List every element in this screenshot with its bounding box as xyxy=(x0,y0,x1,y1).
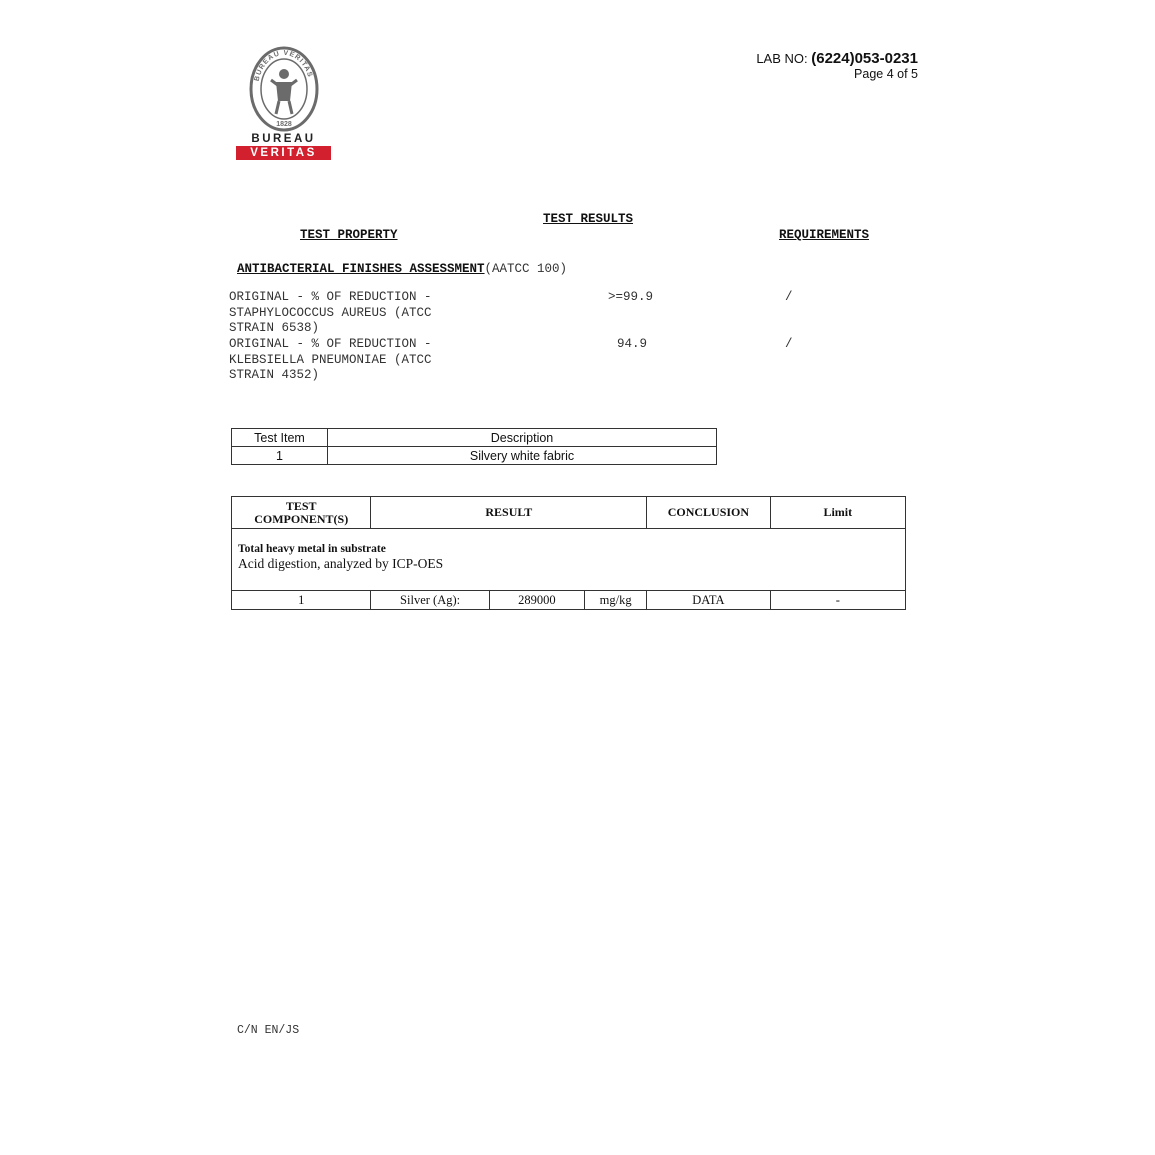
table-cell: DATA xyxy=(647,591,770,610)
assessment-method: (AATCC 100) xyxy=(484,262,568,276)
logo-band-top: BUREAU xyxy=(236,132,331,146)
lab-number-label: LAB NO: xyxy=(756,51,808,66)
assessment-requirement: / xyxy=(785,337,793,351)
table-row xyxy=(232,447,717,465)
section-row xyxy=(232,529,906,591)
bureau-veritas-seal-icon xyxy=(249,46,319,132)
section-method: Acid digestion, analyzed by ICP-OES xyxy=(238,556,444,571)
table-cell: Silver (Ag): xyxy=(371,591,489,610)
section-title: Total heavy metal in substrate xyxy=(238,543,386,555)
property-line: STRAIN 4352) xyxy=(229,368,320,383)
header-cell: Test Item xyxy=(232,429,328,447)
header-cell-conclusion: CONCLUSION xyxy=(647,497,770,529)
test-property-heading: TEST PROPERTY xyxy=(300,228,398,242)
property-line: ORIGINAL - % OF REDUCTION - xyxy=(229,290,432,304)
assessment-title-line xyxy=(237,259,567,278)
header-text: COMPONENT(S) xyxy=(254,511,349,526)
footer-code: C/N EN/JS xyxy=(237,1024,300,1037)
table-header-row xyxy=(232,497,906,529)
test-results-heading: TEST RESULTS xyxy=(543,212,634,226)
svg-text:1828: 1828 xyxy=(276,121,292,128)
property-line: KLEBSIELLA PNEUMONIAE (ATCC xyxy=(229,352,432,367)
test-item-table xyxy=(231,428,717,465)
svg-text:BUREAU VERITAS: BUREAU VERITAS xyxy=(253,49,314,82)
page-indicator: Page 4 of 5 xyxy=(854,67,918,81)
assessment-row xyxy=(229,337,432,384)
company-logo xyxy=(236,46,332,160)
assessment-result: >=99.9 xyxy=(608,290,654,304)
table-cell: Silvery white fabric xyxy=(328,447,717,465)
header-cell: Description xyxy=(328,429,717,447)
table-row xyxy=(232,591,906,610)
table-cell: mg/kg xyxy=(585,591,647,610)
header-cell-result: RESULT xyxy=(371,497,647,529)
table-cell: - xyxy=(770,591,905,610)
requirements-heading: REQUIREMENTS xyxy=(779,228,870,242)
property-line: STRAIN 6538) xyxy=(229,321,320,336)
heavy-metal-table xyxy=(231,496,906,610)
header-cell-component xyxy=(232,497,371,529)
header-cell-limit: Limit xyxy=(770,497,905,529)
property-line: STAPHYLOCOCCUS AUREUS (ATCC xyxy=(229,305,432,320)
logo-band-bottom: VERITAS xyxy=(236,146,331,160)
assessment-requirement: / xyxy=(785,290,793,304)
assessment-title: ANTIBACTERIAL FINISHES ASSESSMENT xyxy=(237,262,485,276)
section-cell xyxy=(232,529,906,591)
property-line: ORIGINAL - % OF REDUCTION - xyxy=(229,337,432,351)
assessment-result: 94.9 xyxy=(617,337,648,351)
header-text: TEST xyxy=(285,498,317,513)
table-header-row xyxy=(232,429,717,447)
assessment-row xyxy=(229,290,432,337)
table-cell: 1 xyxy=(232,447,328,465)
table-cell: 289000 xyxy=(489,591,584,610)
table-cell: 1 xyxy=(232,591,371,610)
lab-number xyxy=(756,50,918,67)
lab-number-value: (6224)053-0231 xyxy=(811,50,918,67)
